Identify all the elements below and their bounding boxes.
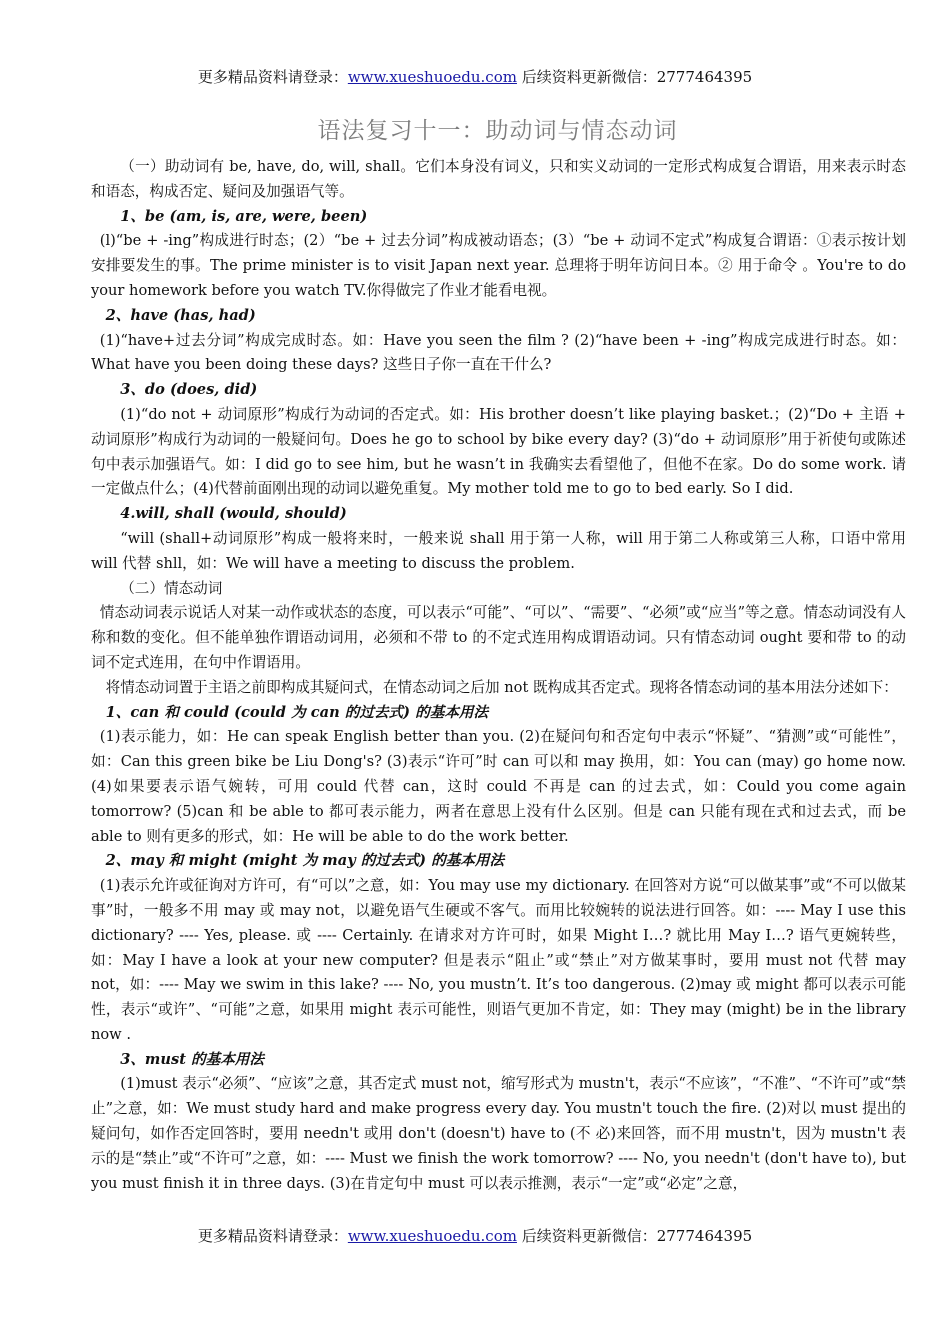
page-title: 语法复习十一：助动词与情态动词 <box>317 118 678 144</box>
section-heading: 2、may 和 might (might 为 may 的过去式) 的基本用法 <box>105 852 505 870</box>
footer-prefix: 更多精品资料请登录： <box>197 1227 348 1245</box>
header-prefix: 更多精品资料请登录： <box>197 68 348 86</box>
document-body <box>91 155 906 1196</box>
section-heading: （二）情态动词 <box>120 579 223 597</box>
section-heading: 3、must 的基本用法 <box>120 1050 264 1068</box>
section-heading: 3、do (does, did) <box>120 381 258 399</box>
paragraph: “will (shall+动词原形”构成一般将来时，一般来说 shall 用于第一人称，will 用于第二人称或第三人称，口语中常用 will 代替 shll，如：We will have a meeting to discuss the problem. <box>91 529 906 572</box>
paragraph: (1)表示允许或征询对方许可，有“可以”之意，如：You may use my dictionary. 在回答对方说“可以做某事”或“不可以做某事”时，一般多不用 may 或 may not，以避免语气生硬或不客气。而用比较婉转的说法进行回答。如：---- May I use this dictionary? ---- Yes, please. 或 ---- Certainly. 在请求对方许可时，如果 Might I…? 就比用 May I…? 语气更婉转些，如：May I have a look at your new computer? 但是表示“阻止”或“禁止”对方做某事时，要用 must not 代替 may not，如：---- May we swim in this lake? ---- No, you mustn’t. It’s too dangerous. (2)may 或 might 都可以表示可能性，表示“或许”、“可能”之意，如果用 might 表示可能性，则语气更加不肯定，如：They may (might) be in the library now . <box>91 877 906 1043</box>
page-footer <box>0 1226 950 1246</box>
paragraph: (1)must 表示“必须”、“应该”之意，其否定式 must not，缩写形式为 mustn't，表示“不应该”，“不准”、“不许可”或“禁止”之意，如：We must study hard and make progress every day. You mustn't touch the fire. (2)对以 must 提出的疑问句，如作否定回答时，要用 needn't 或用 don't (doesn't) have to (不 必)来回答，而不用 mustn't，因为 mustn't 表示的是“禁止”或“不许可”之意，如：---- Must we finish the work tomorrow? ---- No, you needn't (don't have to), but you must finish it in three days. (3)在肯定句中 must 可以表示推测，表示“一定”或“必定”之意， <box>91 1075 906 1192</box>
section-heading: 2、have (has, had) <box>105 306 256 324</box>
paragraph: (1)“have+过去分词”构成完成时态。如：Have you seen the film ? (2)“have been + -ing”构成完成进行时态。如：What have you been doing these days? 这些日子你一直在干什么? <box>91 331 906 374</box>
paragraph: (1)“do not + 动词原形”构成行为动词的否定式。如：His brother doesn’t like playing basket.；(2)“Do + 主语 + 动词原形”构成行为动词的一般疑问句。Does he go to school by bike every day? (3)“do + 动词原形”用于祈使句或陈述句中表示加强语气。如：I did go to see him, but he wasn’t in 我确实去看望他了，但他不在家。Do do some work. 请一定做点什么；(4)代替前面刚出现的动词以避免重复。My mother told me to go to bed early. So I did. <box>91 405 906 498</box>
header-link[interactable]: www.xueshuoedu.com <box>347 68 517 86</box>
footer-link[interactable]: www.xueshuoedu.com <box>347 1227 517 1245</box>
section-heading: 4.will, shall (would, should) <box>120 505 347 523</box>
paragraph: (1)表示能力，如：He can speak English better than you. (2)在疑问句和否定句中表示“怀疑”、“猜测”或“可能性”，如：Can this green bike be Liu Dong's? (3)表示“许可”时 can 可以和 may 换用，如：You can (may) go home now. (4)如果要表示语气婉转，可用 could 代替 can，这时 could 不再是 can 的过去式，如：Could you come again tomorrow? (5)can 和 be able to 都可表示能力，两者在意思上没有什么区别。但是 can 只能有现在式和过去式，而 be able to 则有更多的形式，如：He will be able to do the work better. <box>91 728 906 845</box>
paragraph: (l)“be + -ing”构成进行时态；(2）“be + 过去分词”构成被动语态；(3）“be + 动词不定式”构成复合谓语：①表示按计划安排要发生的事。The prime minister is to visit Japan next year. 总理将于明年访问日本。② 用于命令 。You're to do your homework before you watch TV.你得做完了作业才能看电视。 <box>91 232 906 299</box>
section-heading: 1、can 和 could (could 为 can 的过去式) 的基本用法 <box>105 703 489 721</box>
paragraph: （一）助动词有 be, have, do, will, shall。它们本身没有词义，只和实义动词的一定形式构成复合谓语，用来表示时态和语态，构成否定、疑问及加强语气等。 <box>91 158 906 200</box>
paragraph: 情态动词表示说话人对某一动作或状态的态度，可以表示“可能”、“可以”、“需要”、“必须”或“应当”等之意。情态动词没有人称和数的变化。但不能单独作谓语动词用，必须和不带 to 的不定式连用构成谓语动词。只有情态动词 ought 要和带 to 的动词不定式连用，在句中作谓语用。 <box>91 604 906 671</box>
footer-suffix: 后续资料更新微信：2777464395 <box>516 1227 753 1245</box>
page-header <box>0 67 950 87</box>
paragraph: 将情态动词置于主语之前即构成其疑问式，在情态动词之后加 not 既构成其否定式。现将各情态动词的基本用法分述如下： <box>105 678 898 696</box>
section-heading: 1、be (am, is, are, were, been) <box>120 207 368 225</box>
header-suffix: 后续资料更新微信：2777464395 <box>516 68 753 86</box>
